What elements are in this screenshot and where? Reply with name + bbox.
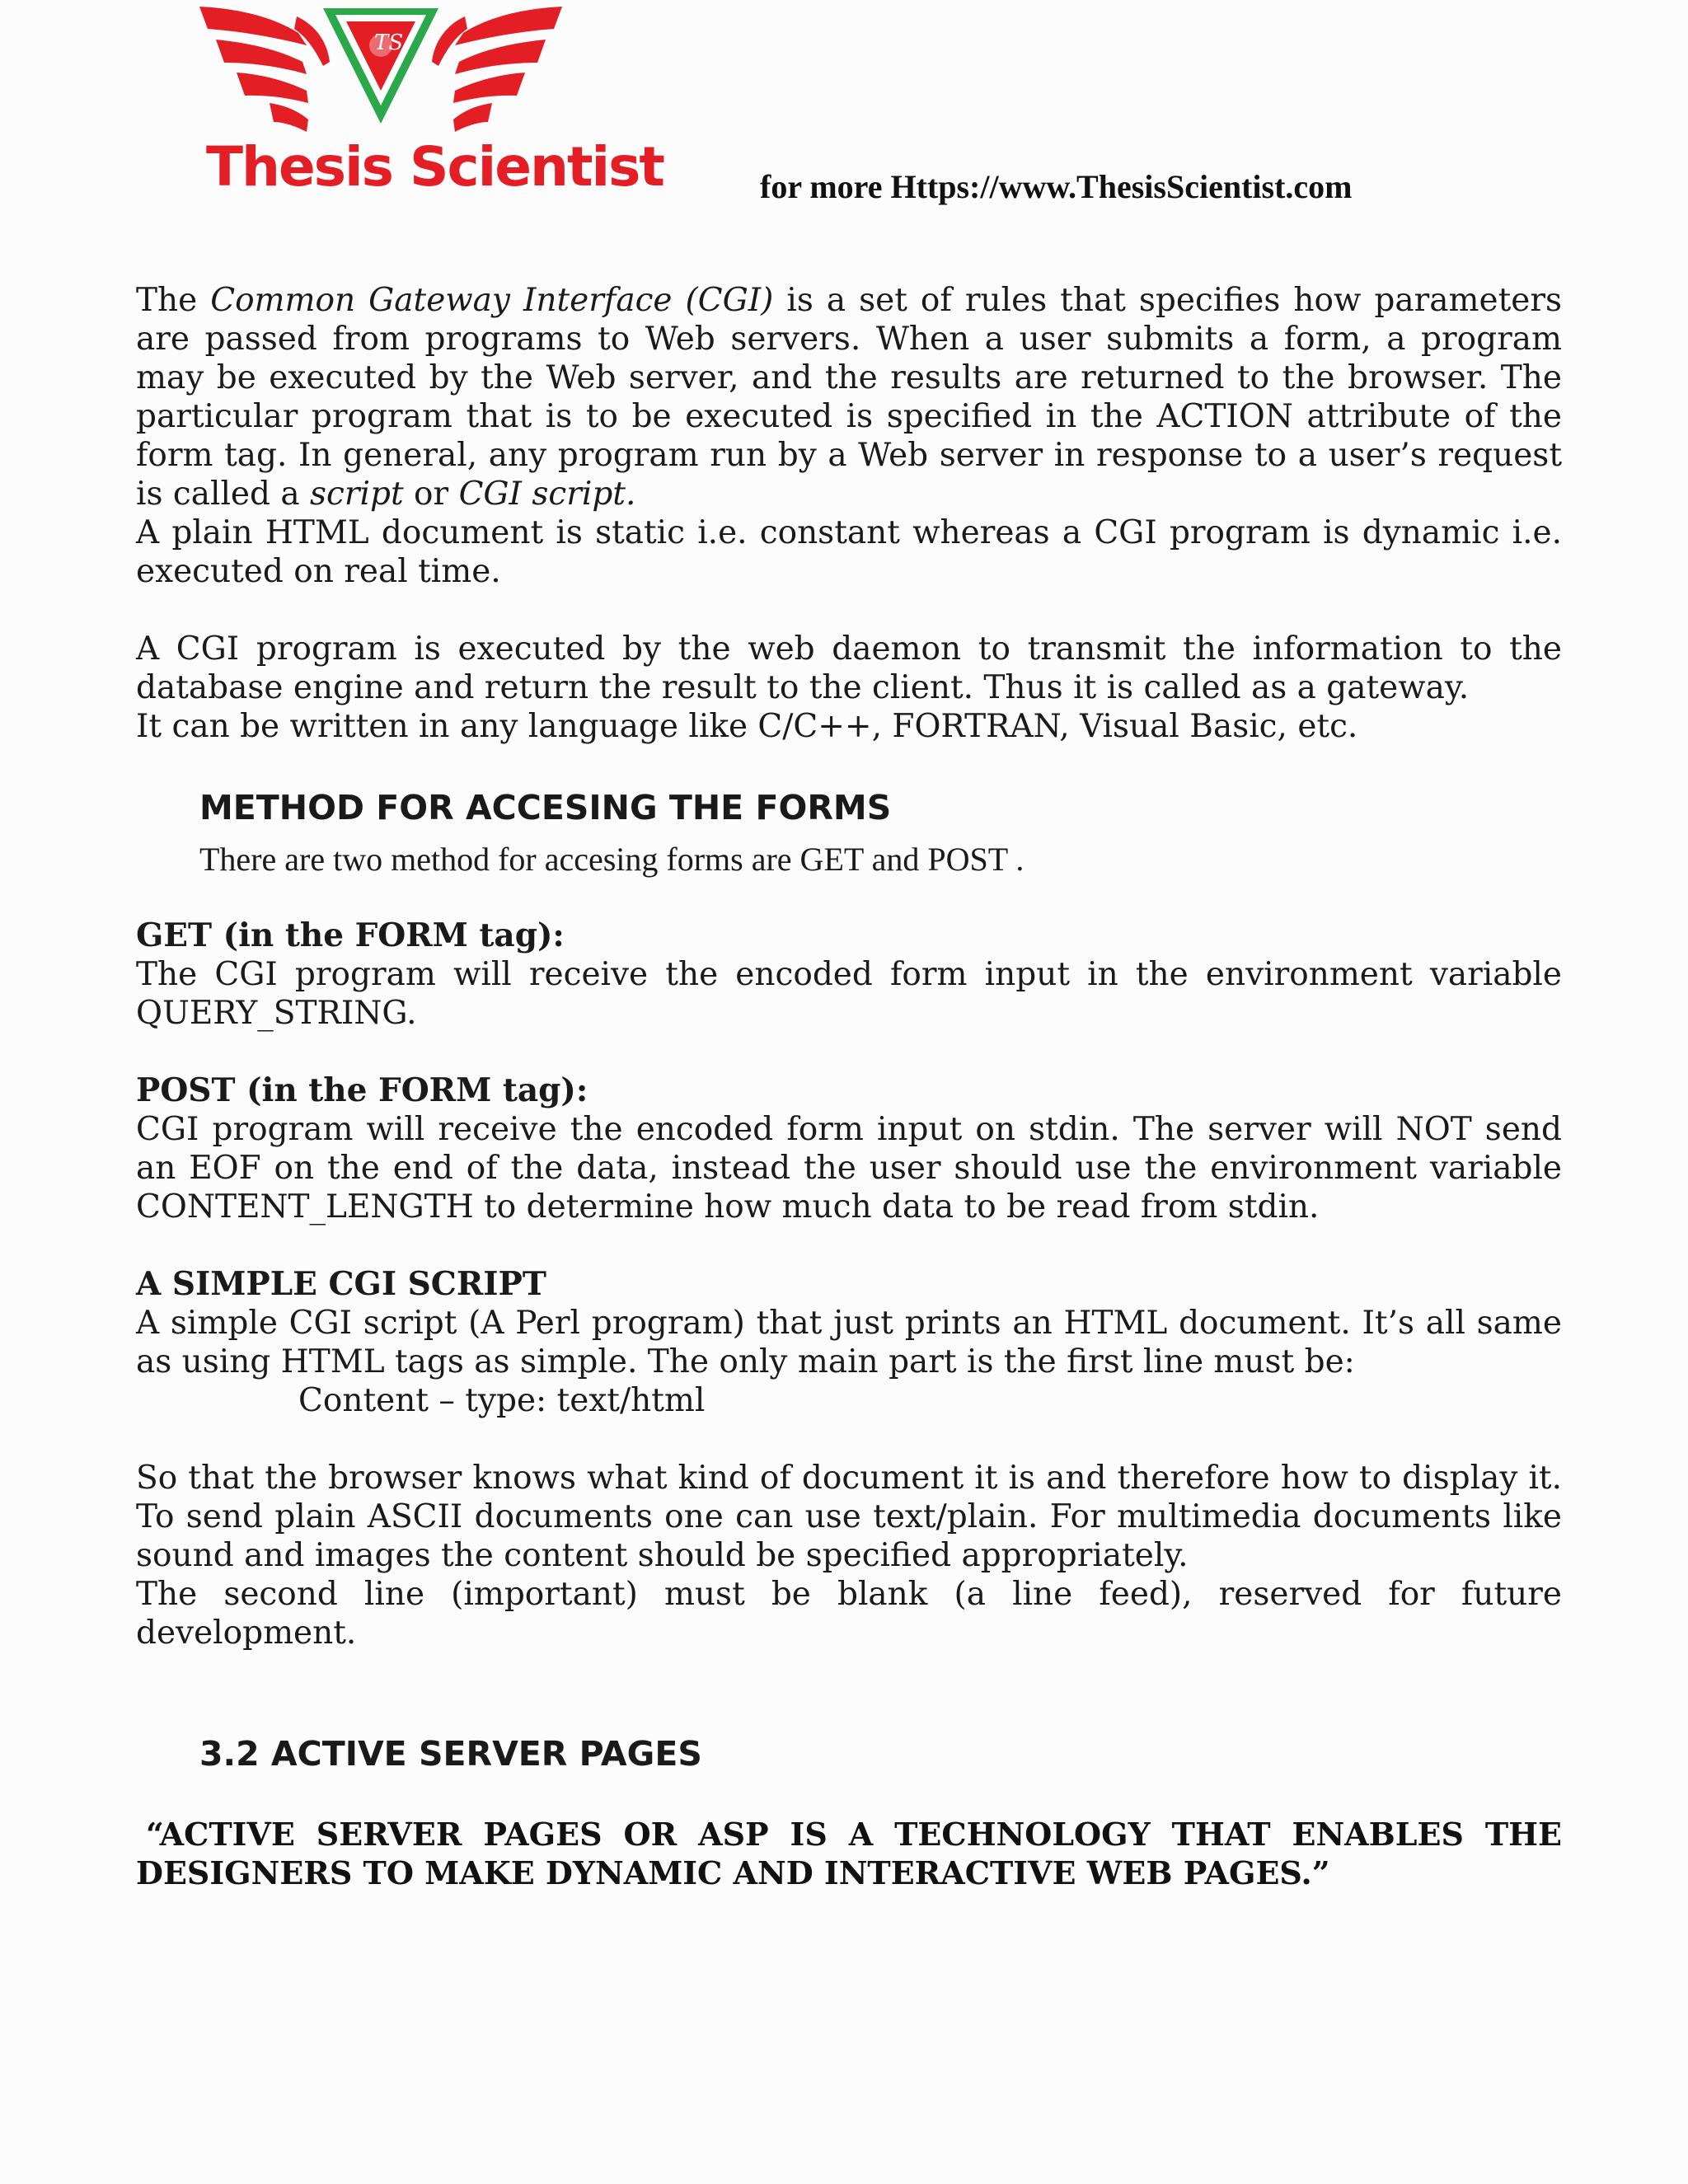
logo-text: Thesis Scientist xyxy=(206,135,663,199)
asp-heading: 3.2 ACTIVE SERVER PAGES xyxy=(199,1734,702,1774)
intro-text-body: is a set of rules that specifies how parameters are passed from programs to Web servers. When a user submits a form, a program may be executed by the Web server, and the results are returned to the browser. The particular program that is to be executed is specified in the ACTION attribute of the form tag. In general, any program run by a Web server in response to a user’s request is called a xyxy=(136,282,1562,513)
cgi-script-term: CGI script. xyxy=(458,476,636,513)
cgi-intro-section xyxy=(136,281,1562,591)
methods-subtext: There are two method for accesing forms are GET and POST . xyxy=(199,841,1025,878)
asp-quote xyxy=(136,1815,1562,1892)
script-term: script xyxy=(310,476,404,513)
gateway-section xyxy=(136,630,1562,746)
browser-paragraph: So that the browser knows what kind of document it is and therefore how to display it. To send plain ASCII documents one can use text/plain. For multimedia documents like sound and images the content should be specified appropriately. xyxy=(136,1460,1562,1574)
simple-script-heading: A SIMPLE CGI SCRIPT xyxy=(136,1265,546,1303)
right-wing-icon xyxy=(432,7,562,132)
methods-heading: METHOD FOR ACCESING THE FORMS xyxy=(199,788,892,827)
cgi-term: Common Gateway Interface (CGI) xyxy=(210,282,774,319)
asp-quote-line-1: “ACTIVE SERVER PAGES OR ASP IS A TECHNOLOGY THAT ENABLES THE xyxy=(146,1816,1562,1853)
post-heading: POST (in the FORM tag): xyxy=(136,1071,588,1109)
shield-icon xyxy=(323,8,438,124)
get-heading: GET (in the FORM tag): xyxy=(136,916,565,954)
or-word: or xyxy=(403,476,459,513)
simple-script-section xyxy=(136,1265,1562,1420)
languages-paragraph: It can be written in any language like C/C++, FORTRAN, Visual Basic, etc. xyxy=(136,708,1358,745)
second-line-paragraph: The second line (important) must be blank (a line feed), reserved for future development. xyxy=(136,1576,1562,1652)
get-section xyxy=(136,916,1562,1033)
static-dynamic-paragraph: A plain HTML document is static i.e. constant whereas a CGI program is dynamic i.e. executed on real time. xyxy=(136,514,1562,590)
website-link[interactable]: for more Https://www.ThesisScientist.com xyxy=(760,168,1353,205)
asp-quote-line-2: DESIGNERS TO MAKE DYNAMIC AND INTERACTIVE WEB PAGES.” xyxy=(136,1854,1330,1891)
left-wing-icon xyxy=(199,7,330,132)
logo-monogram: TS xyxy=(374,30,404,55)
post-paragraph: CGI program will receive the encoded form input on stdin. The server will NOT send an EOF on the end of the data, instead the user should use the environment variable CONTENT_LENGTH to determine how much data to be read from stdin. xyxy=(136,1111,1562,1226)
browser-section xyxy=(136,1459,1562,1652)
post-section xyxy=(136,1071,1562,1226)
cgi-definition-paragraph xyxy=(136,281,1562,513)
intro-text-start: The xyxy=(136,282,211,319)
gateway-paragraph: A CGI program is executed by the web daemon to transmit the information to the database engine and return the result to the client. Thus it is called as a gateway. xyxy=(136,630,1562,706)
content-type-line: Content – type: text/html xyxy=(298,1382,706,1419)
simple-script-paragraph: A simple CGI script (A Perl program) that just prints an HTML document. It’s all same as using HTML tags as simple. The only main part is the first line must be: xyxy=(136,1305,1562,1380)
get-paragraph: The CGI program will receive the encoded form input in the environment variable QUERY_STRING. xyxy=(136,956,1562,1032)
